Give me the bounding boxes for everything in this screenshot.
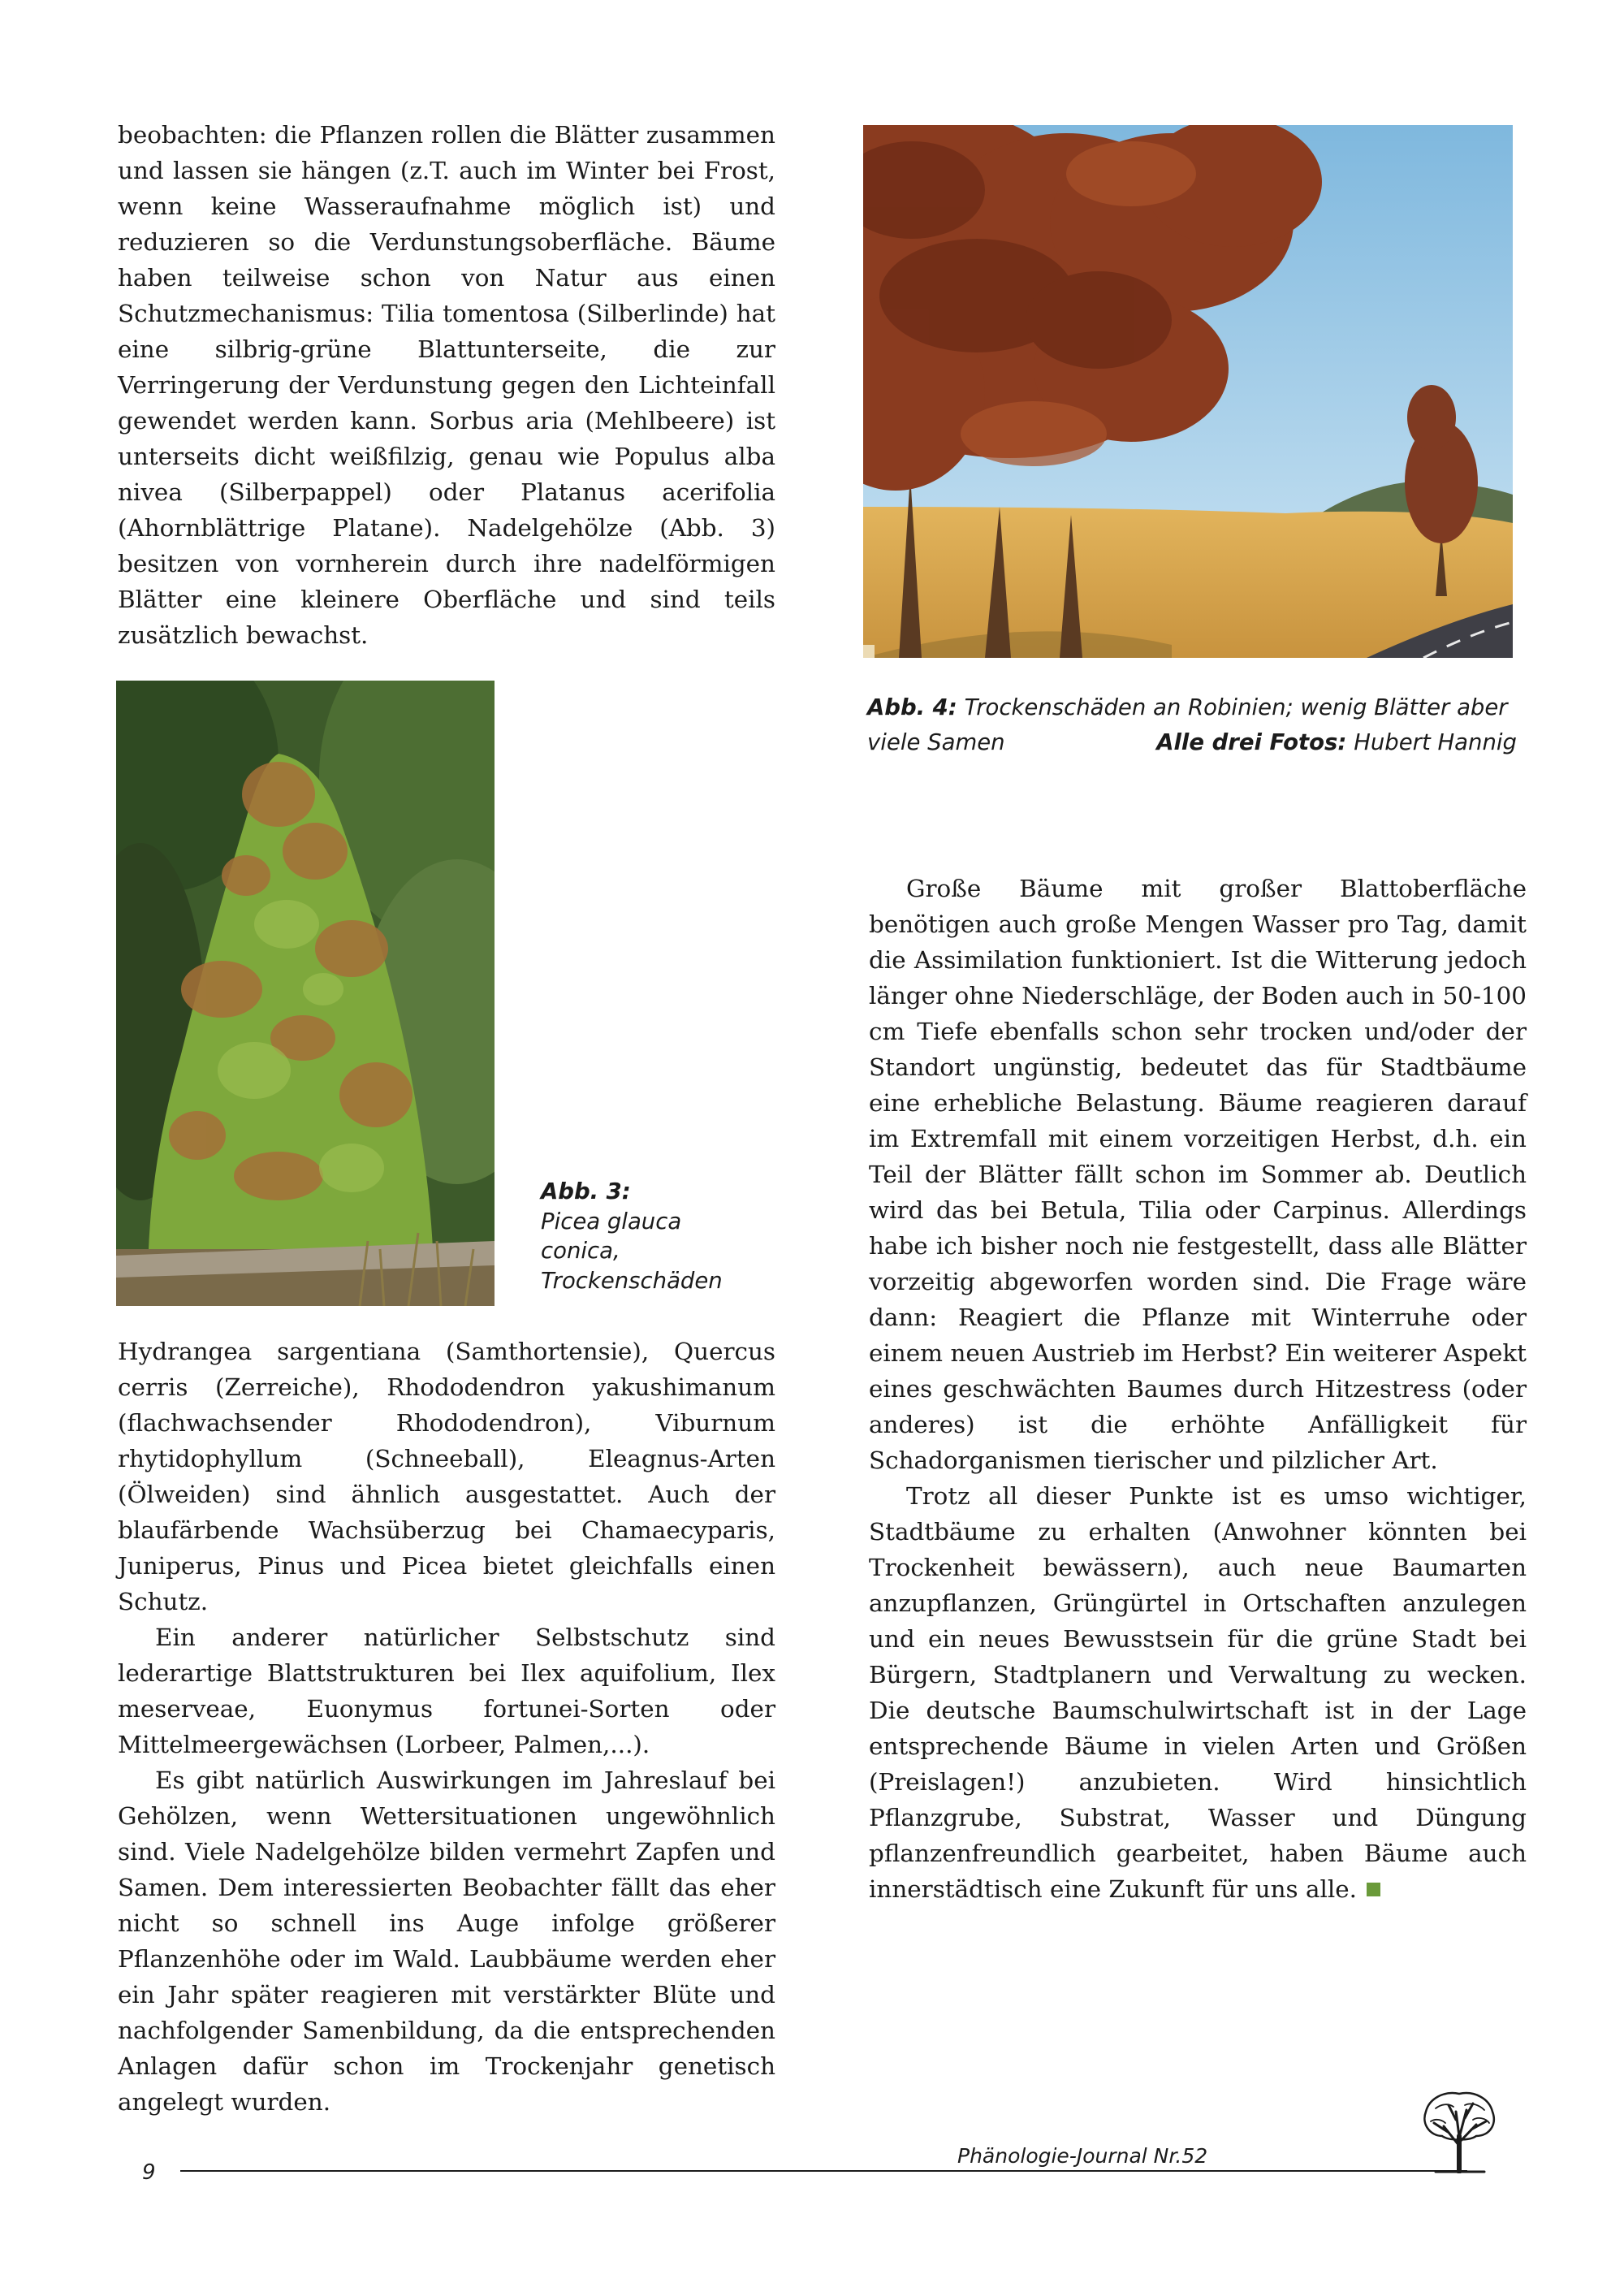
photo-credit-label: Alle drei Fotos: [1156,729,1347,755]
page-number: 9 [142,2160,156,2185]
figure-3-photo [116,681,495,1306]
caption-text: Picea glauca [541,1208,682,1234]
caption-text: Trockenschäden [541,1267,723,1294]
photo-credit-name: Hubert Hannig [1354,729,1517,755]
end-of-article-marker-icon [1367,1883,1380,1896]
caption-text: viele Samen [867,729,1005,755]
paragraph: beobachten: die Pflanzen rollen die Blätter zusammen und lassen sie hängen (z.T. auch im Winter bei Frost, wenn keine Wasseraufnahme möglich ist) und reduzieren so die Verdunstungsoberfläche. Bäume haben teilweise schon von Natur aus einen Schutzmechanismus: Tilia tomentosa (Silberlinde) hat eine silbrig-grüne Blattunterseite, die zur Verringerung der Verdunstung gegen den Lichteinfall gewendet werden kann. Sorbus aria (Mehlbeere) ist unterseits dicht weißfilzig, genau wie Populus alba nivea (Silberpappel) oder Platanus acerifolia (Ahornblättrige Platane). Nadelgehölze (Abb. 3) besitzen von vornherein durch ihre nadelförmigen Blätter eine kleinere Oberfläche und sind teils zusätzlich bewachst. [118,121,775,649]
paragraph-final [869,1478,1527,1907]
paragraph-text: Trotz all dieser Punkte ist es umso wichtiger, Stadtbäume zu erhalten (Anwohner könnten bei Trockenheit bewässern), auch neue Baumarten anzupflanzen, Grüngürtel in Ortschaften anzulegen und ein neues Bewusstsein für die grüne Stadt bei Bürgern, Stadtplanern und Verwaltung zu wecken. Die deutsche Baumschulwirtschaft ist in der Lage entsprechende Bäume in vielen Arten und Größen (Preislagen!) anzubieten. Wird hinsichtlich Pflanzgrube, Substrat, Wasser und Düngung pflanzenfreundlich gearbeitet, haben Bäume auch innerstädtisch eine Zukunft für uns alle. [869,1482,1527,1903]
figure-3-caption [541,1177,784,1295]
paragraph: Ein anderer natürlicher Selbstschutz sind lederartige Blattstrukturen bei Ilex aquifolium, Ilex meserveae, Euonymus fortunei-Sorten oder Mittelmeergewächsen (Lorbeer, Palmen,...). [118,1624,775,1758]
right-column [869,871,1527,1907]
left-column-bottom [118,1334,775,2120]
figure-4-caption [867,690,1517,760]
robinia-trees-photo [863,125,1513,658]
tree-logo-icon [1419,2087,1499,2173]
figure-label: Abb. 4: [867,694,957,720]
caption-text: Trockenschäden an Robinien; wenig Blätter aber [964,694,1508,720]
left-column-top [118,117,775,653]
caption-text: conica, [541,1238,620,1264]
paragraph: Große Bäume mit großer Blattoberfläche benötigen auch große Mengen Wasser pro Tag, damit die Assimilation funktioniert. Ist die Witterung jedoch länger ohne Niederschläge, der Boden auch in 50-100 cm Tiefe ebenfalls schon sehr trocken und/oder der Standort ungünstig, bedeutet das für Stadtbäume eine erhebliche Belastung. Bäume reagieren darauf im Extremfall mit einem vorzeitigen Herbst, d.h. ein Teil der Blätter fällt schon im Sommer ab. Deutlich wird das bei Betula, Tilia oder Carpinus. Allerdings habe ich bisher noch nie festgestellt, dass alle Blätter vorzeitig abgeworfen worden sind. Die Frage wäre dann: Reagiert die Pflanze mit Winterruhe oder einem neuen Austrieb im Herbst? Ein weiterer Aspekt eines geschwächten Baumes durch Hitzestress (oder anderes) ist die erhöhte Anfälligkeit für Schadorganismen tierischer und pilzlicher Art. [869,875,1527,1474]
figure-4-photo [863,125,1513,658]
footer-rule [180,2170,1467,2172]
figure-label: Abb. 3: [541,1178,631,1204]
picea-glauca-photo [116,681,495,1306]
paragraph: Es gibt natürlich Auswirkungen im Jahreslauf bei Gehölzen, wenn Wettersituationen ungewöhnlich sind. Viele Nadelgehölze bilden vermehrt Zapfen und Samen. Dem interessierten Beobachter fällt das eher nicht so schnell ins Auge infolge größerer Pflanzenhöhe oder im Wald. Laubbäume werden eher ein Jahr später reagieren mit verstärkter Blüte und nachfolgender Samenbildung, da die entsprechenden Anlagen dafür schon im Trockenjahr genetisch angelegt wurden. [118,1766,775,2116]
journal-title: Phänologie-Journal Nr.52 [952,2144,1212,2168]
paragraph: Hydrangea sargentiana (Samthortensie), Quercus cerris (Zerreiche), Rhododendron yakushimanum (flachwachsender Rhododendron), Viburnum rhytidophyllum (Schneeball), Eleagnus-Arten (Ölweiden) sind ähnlich ausgestattet. Auch der blaufärbende Wachsüberzug bei Chamaecyparis, Juniperus, Pinus und Picea bietet gleichfalls einen Schutz. [118,1338,775,1615]
